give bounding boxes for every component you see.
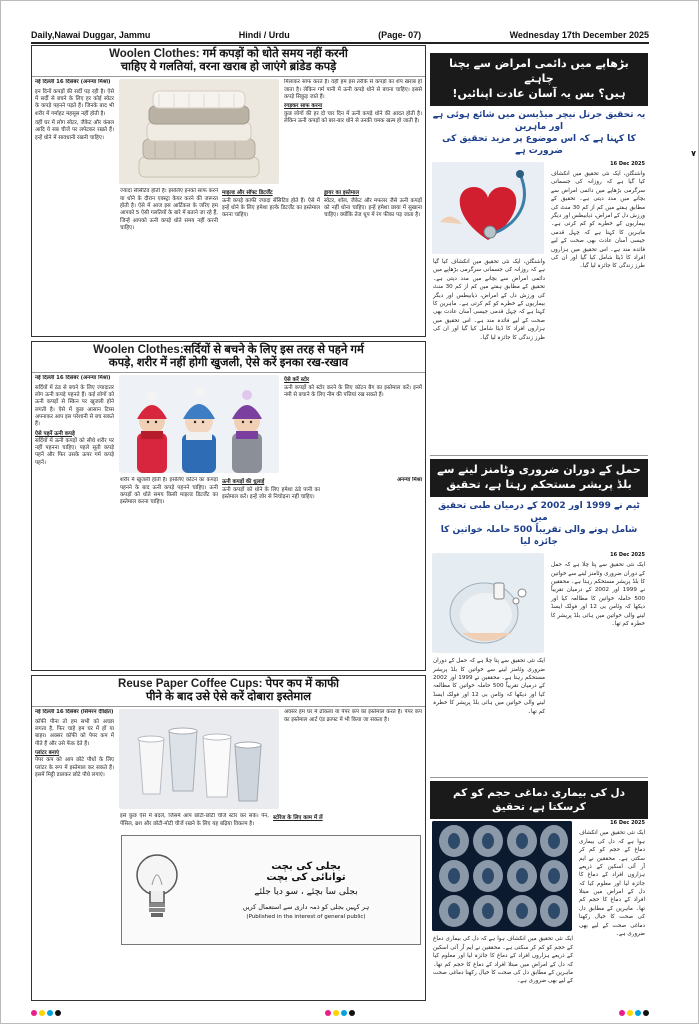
page-edge-mark: ٧ xyxy=(691,149,696,158)
color-registration-center xyxy=(325,1010,355,1016)
ad-line-2: توانائی کی بچت xyxy=(266,871,346,883)
article-headline xyxy=(32,676,425,691)
urdu-body-continued: ایک نئی تحقیق سے پتا چلا ہے کہ حمل کے دوران ضروری وٹامنز لینے سے خواتین کا بلڈ پریشر مستحکم رہتا ہے۔ محققین نے 1999 اور 2002 کے درمیان تقریباً 500 حاملہ خواتین کا مطالعہ کیا اور دیکھا کہ وٹامن بی 12 اور فولک ایسڈ لینے والی خواتین میں ہائی بلڈ پریشر کا خطرہ کم تھا۔ xyxy=(433,658,545,715)
byline: अनन्या मिश्रा xyxy=(397,477,422,484)
ad-line-3: بجلی سا بچئے ، سو دیا جلئے xyxy=(254,886,358,897)
headline-hindi-2: कपड़े, शरीर में नहीं होगी खुजली, ऐसे करें इनका रख-रखाव xyxy=(32,357,425,373)
subheading: रगड़कर साफ करना xyxy=(284,103,323,110)
article-col-right-top xyxy=(281,373,425,475)
urdu-article-heart-brain xyxy=(430,777,648,999)
paragraph: सर्दियों में ठंड से बचने के लिए ज्यादातर लोग ऊनी कपड़े पहनते हैं। कई लोगों को ऊनी कपड़ों से स्किन पर खुजली होने लगती है। ऐसे में कुछ आसान टिप्स अपनाकर आप इस परेशानी से बच सकते हैं। xyxy=(35,384,114,428)
subheading: ऐसे करें स्टोर xyxy=(284,377,310,384)
headline-hindi-1: गर्म कपड़ों को धोते समय नहीं करनी xyxy=(199,48,348,60)
subheading: ऊनी कपड़ों की धुलाई xyxy=(222,479,265,486)
right-column-urdu xyxy=(430,53,648,1003)
headline-hindi-1: सर्दियों से बचने के लिए इस तरह से पहने गर्म xyxy=(183,344,364,356)
article-col-bottom xyxy=(117,186,425,236)
article-col-left xyxy=(32,707,117,948)
subheading: प्लांटर बनाएं xyxy=(35,749,60,756)
paper-cups-image xyxy=(119,709,279,809)
urdu-body: ایک نئی تحقیق میں انکشاف ہوا ہے کہ دل کی بیماری دماغ کے حجم کو کم کر سکتی ہے۔ محققین نے ایم آر آئی اسکین کے ذریعے ہزاروں افراد کے دماغ کا جائزہ لیا اور معلوم کیا کہ دل کے امراض میں مبتلا افراد کے دماغ کا حجم کم تھا۔ ماہرین کے مطابق دل کی صحت کا خیال رکھنا دماغی صحت کے لیے بھی ضروری ہے۔ xyxy=(579,830,645,938)
headline-english: Woolen Clothes: xyxy=(93,344,184,356)
paragraph: कॉफी पीना तो हम सभी को अच्छा लगता है, फिर चाहे हम घर में हों या बाहर। अक्सर कॉफी को पेपर कप में पीते हैं और उसे फेंक देते हैं। xyxy=(35,718,114,747)
article-col-right-top xyxy=(281,707,425,811)
paragraph: इन दिनों कपड़ों की सर्दी पड़ रही है। ऐसे में सर्दी से बचने के लिए हर कोई स्वेटर के कपड़े पहनने पड़ते हैं। जिनके बाद भी शरीर में गर्माहट महसूस नहीं होती है। xyxy=(35,88,114,117)
color-registration-right xyxy=(619,1010,649,1016)
paragraph: वहीं घर में लोग स्वेटर, जैकेट और कंबल आदि ये सब चीजें पर लपेटकर रखते हैं। इन्हें धोने में सावधानी रखनी चाहिए। xyxy=(35,119,114,141)
pregnant-woman-image xyxy=(432,553,544,653)
language-label: Hindi / Urdu xyxy=(238,30,290,40)
urdu-headline-banner xyxy=(430,781,648,819)
subheading: ऐसे पहनें ऊनी कपड़े xyxy=(35,430,75,437)
paragraph: शरीर में खुजली होती है। इसलिए कॉटन का कपड़ा पहनने के बाद ऊनी कपड़े पहनने चाहिए। ऊनी कपड़ों को धोते समय किसी माइल्ड डिटर्जेंट का इस्तेमाल करना चाहिए। xyxy=(120,477,218,506)
urdu-article-pregnancy-vitamins xyxy=(430,455,648,773)
issue-date: Wednesday 17th December 2025 xyxy=(509,30,649,40)
article-col-left xyxy=(32,373,117,510)
paragraph: पेपर कप को आप छोटे पौधों के लिए प्लांटर के रूप में इस्तेमाल कर सकते हैं। इसमें मिट्टी डालकर छोटे पौधे लगाएं। xyxy=(35,757,114,778)
electricity-saving-ad xyxy=(121,835,421,945)
paragraph: मिलाकर साफ करते हैं। वहीं हम इस तरीके से कपड़ों का शेप खराब हो जाता है। लेकिन गर्म पानी में ऊनी कपड़े धोने से बचना चाहिए। इससे कपड़े सिकुड़ जाते हैं। xyxy=(284,79,422,101)
headline-english: Reuse Paper Coffee Cups: xyxy=(118,678,263,690)
dateline: नई दिल्ली 16 दिसंबर (अनन्या मिश्रा) xyxy=(35,79,111,86)
dateline: नई दिल्ली 16 दिसंबर (सिमरन दीक्षित) xyxy=(35,709,114,716)
sweater-stack-image xyxy=(119,79,279,184)
urdu-headline-banner xyxy=(430,53,648,106)
urdu-headline-banner xyxy=(430,459,648,497)
urdu-headline-1: دل کی بیماری دماغی حجم کو کم کرسکتا ہے، تحقیق xyxy=(452,787,626,814)
paragraph: ऊनी कपड़ों को स्टोर करने के लिए कॉटन बैग का इस्तेमाल करें। इनमें नमी से बचाने के लिए नीम की पत्तियां रख सकते हैं। xyxy=(284,384,422,399)
dateline: 16 Dec 2025 xyxy=(610,161,645,168)
masthead xyxy=(31,28,649,44)
article-woolen-washing xyxy=(31,45,426,337)
ad-disclaimer: (Published in the interest of general public) xyxy=(246,913,366,920)
urdu-headline-1: حمل کے دوران ضروری وٹامنز لینے سے xyxy=(437,463,641,476)
color-registration-left xyxy=(31,1010,61,1016)
article-woolen-wearing xyxy=(31,341,426,671)
urdu-headline-2: ہیں؟ بس یہ آسان عادت اپنائیں! xyxy=(452,86,626,100)
subheading: ड्रायर का इस्तेमाल xyxy=(324,190,359,197)
left-column xyxy=(31,45,426,1005)
article-col-left xyxy=(32,77,117,236)
headline-hindi-1: पेपर कप में काफी xyxy=(262,678,339,690)
ad-line-4: ہر کہیں بجلی کو ذمہ داری سے استعمال کریں xyxy=(242,902,370,911)
article-col-bottom xyxy=(117,475,425,510)
subheading: स्टोरेज के लिए काम में लें xyxy=(273,815,323,822)
urdu-body-continued: ایک نئی تحقیق میں انکشاف ہوا ہے کہ دل کی بیماری دماغ کے حجم کو کم کر سکتی ہے۔ محققین نے ایم آر آئی اسکین کے ذریعے ہزاروں افراد کے دماغ کا جائزہ لیا اور معلوم کیا کہ دل کے امراض میں مبتلا افراد کے دماغ کا حجم کم تھا۔ ماہرین کے مطابق دل کی صحت کا خیال رکھنا دماغی صحت کے لیے بھی ضروری ہے۔ xyxy=(433,936,573,985)
brain-scan-image xyxy=(432,821,572,931)
headline-hindi-2: पीने के बाद उसे ऐसे करें दोबारा इस्तेमाल xyxy=(32,691,425,707)
article-paper-cups xyxy=(31,675,426,1001)
dateline: 16 Dec 2025 xyxy=(610,820,645,827)
urdu-body: واشنگٹن، ایک نئی تحقیق میں انکشاف کیا گیا ہے کہ روزانہ کی جسمانی سرگرمی بڑھاپے میں دائمی امراض سے بچانے میں مدد دیتی ہے۔ تحقیق کے مطابق ہفتے میں کم از کم 30 منٹ کی ورزش دل کے امراض، ذیابیطس اور دیگر بیماریوں کے خطرے کو کم کرتی ہے۔ ماہرین کا کہنا ہے کہ چہل قدمی جیسی آسان عادت بھی صحت کے لیے فائدہ مند ہے۔ اس تحقیق میں ہزاروں افراد کا ڈیٹا شامل کیا گیا اور ان کی طرز زندگی کا جائزہ لیا گیا۔ xyxy=(551,171,645,270)
article-headline xyxy=(32,46,425,61)
dateline: नई दिल्ली 16 दिसंबर (अनन्या मिश्रा) xyxy=(35,375,111,382)
paragraph: अवसर हम घर में ढोकला या पेपर कप का इस्तेमाल करते हैं। पेपर कप का इस्तेमाल आर्ट एंड क्राफ्ट में भी किया जा सकता है। xyxy=(284,709,422,723)
page-number: (Page- 07) xyxy=(378,30,422,40)
urdu-subheadline: یہ تحقیق جرنل نیچر میڈیسن میں شائع ہوئی ہے اور ماہرین کا کہنا ہے کہ اس موضوع پر مزید تحقیق کی ضرورت ہے xyxy=(432,109,646,156)
dateline: 16 Dec 2025 xyxy=(610,552,645,559)
article-headline xyxy=(32,342,425,357)
paragraph: ऊनी कपड़ों को धोने के लिए हमेशा ठंडे पानी का इस्तेमाल करें। इन्हें जोर से निचोड़ना नहीं चाहिए। xyxy=(222,486,320,501)
urdu-headline-2: بلڈ پریشر مستحکم رہتا ہے، تحقیق xyxy=(446,477,632,491)
urdu-body-continued: واشنگٹن، ایک نئی تحقیق میں انکشاف کیا گیا ہے کہ روزانہ کی جسمانی سرگرمی بڑھاپے میں دائمی امراض سے بچانے میں مدد دیتی ہے۔ تحقیق کے مطابق ہفتے میں کم از کم 30 منٹ کی ورزش دل کے امراض، ذیابیطس اور دیگر بیماریوں کے خطرے کو کم کرتی ہے۔ ماہرین کا کہنا ہے کہ چہل قدمی جیسی آسان عادت بھی صحت کے لیے فائدہ مند ہے۔ اس تحقیق میں ہزاروں افراد کا ڈیٹا شامل کیا گیا اور ان کی طرز زندگی کا جائزہ لیا گیا۔ xyxy=(433,259,545,341)
ad-line-1: بجلی کی بچت xyxy=(271,860,341,872)
urdu-subheadline: ٹیم نے 1999 اور 2002 کے درمیان طبی تحقیق میں شامل ہونے والی تقریباً 500 حاملہ خواتین کا جائزہ لیا xyxy=(438,500,640,548)
headline-english: Woolen Clothes: xyxy=(109,48,200,60)
urdu-article-chronic-diseases xyxy=(430,53,648,451)
heart-stethoscope-image xyxy=(432,162,544,254)
footer-registration-marks xyxy=(31,1007,649,1019)
paragraph: स्वेटर, शॉल, जैकेट और मफलर जैसे ऊनी कपड़ों को नहीं धोना चाहिए। इन्हें हमेशा छाया में सुखाना चाहिए। क्योंकि तेज धूप में रंग फीका पड़ जाता है। xyxy=(324,197,422,219)
paragraph: इसे कुछ ऐसे में बदलें, जिसमें आप छोटी-छोटी चीजें स्टोर कर सकें। पेन, पेंसिल, ब्रश और छोटी-मोटी चीजें रखने के लिए यह बढ़िया विकल्प है। xyxy=(120,813,269,827)
headline-hindi-2: चाहिए ये गलतियां, वरना खराब हो जाएंगे ब्रांडेड कपड़े xyxy=(32,61,425,77)
paragraph: ऊनी कपड़े काफी ज्यादा सेंसिटिव होते हैं। ऐसे में इन्हें धोने के लिए हमेशा हल्के डिटर्जेंट का इस्तेमाल करना चाहिए। xyxy=(222,197,320,219)
paragraph: ज्यादा सेंसिटिव होती है। इसलिए इनको साफ करने या धोने के दौरान एक्स्ट्रा केयर करने की जरूरत होती है। ऐसे में आज इस आर्टिकल के जरिए हम आपको 5 ऐसी गलतियों के बारे में बताने जा रहे हैं, जिन्हें आपको ऊनी कपड़े धोते समय नहीं करनी चाहिए। xyxy=(120,188,218,231)
paragraph: सर्दियों में ऊनी कपड़ों को सीधे शरीर पर नहीं पहनना चाहिए। पहले सूती कपड़े पहनें और फिर उसके ऊपर गर्म कपड़े पहनें। xyxy=(35,437,114,466)
urdu-body: ایک نئی تحقیق سے پتا چلا ہے کہ حمل کے دوران ضروری وٹامنز لینے سے خواتین کا بلڈ پریشر مستحکم رہتا ہے۔ محققین نے 1999 اور 2002 کے درمیان تقریباً 500 حاملہ خواتین کا مطالعہ کیا اور دیکھا کہ وٹامن بی 12 اور فولک ایسڈ لینے والی خواتین میں ہائی بلڈ پریشر کا خطرہ کم تھا۔ xyxy=(551,562,645,627)
paragraph: कुछ लोगों की हर दो चार दिन में ऊनी कपड़े धोने की आदत होती है। लेकिन ऊनी कपड़ों को बार-बार धोने से उनकी चमक खत्म हो जाती है। xyxy=(284,110,422,124)
urdu-headline-1: بڑھاپے میں دائمی امراض سے بچنا چاہتے xyxy=(449,57,629,85)
paper-name: Daily,Nawai Duggar, Jammu xyxy=(31,30,151,40)
kids-winter-wear-image xyxy=(119,375,279,473)
lightbulb-icon xyxy=(122,836,192,944)
article-col-right-top xyxy=(281,77,425,186)
article-col-bottom xyxy=(117,811,425,832)
subheading: माइल्ड और सॉफ्ट डिटर्जेंट xyxy=(222,190,273,197)
